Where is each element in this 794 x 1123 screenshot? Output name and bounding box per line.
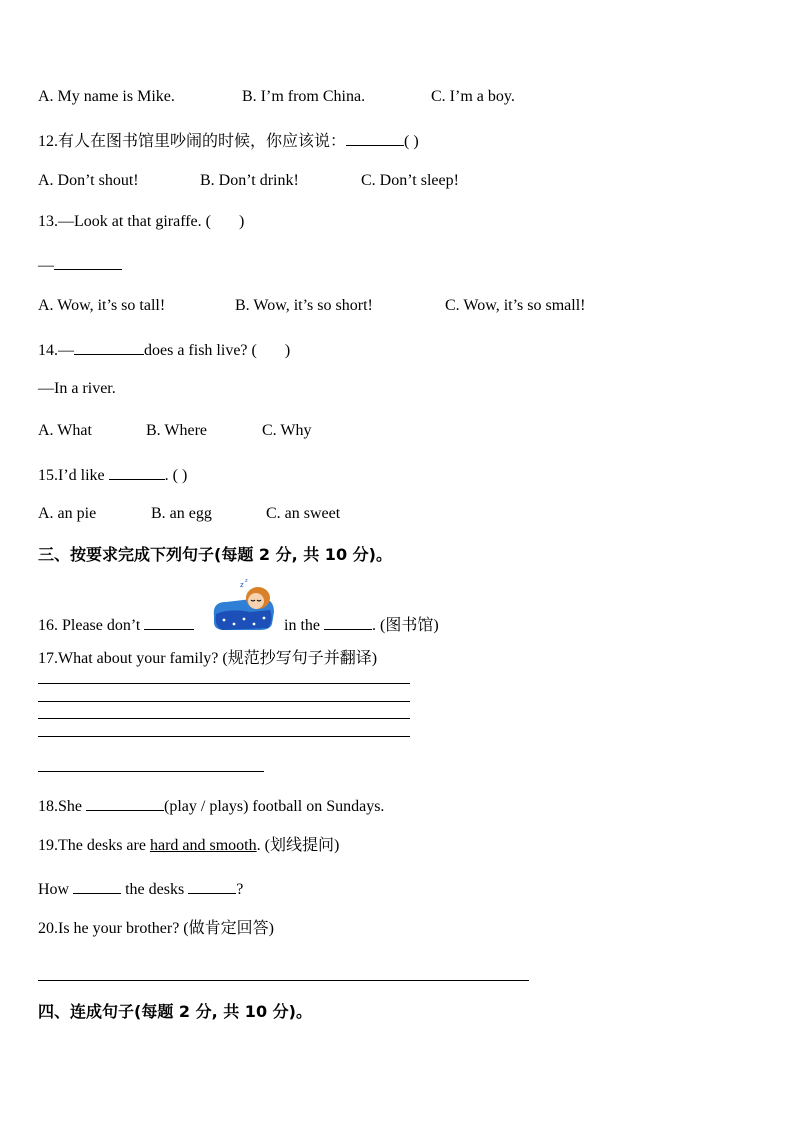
q14-prefix: 14.— xyxy=(38,342,74,359)
svg-text:z: z xyxy=(240,581,244,589)
face-shape xyxy=(248,593,264,609)
q17-writing-line-1[interactable] xyxy=(38,683,410,684)
q13-answer-blank[interactable] xyxy=(54,253,122,270)
q13-option-a: A. Wow, it’s so tall! xyxy=(38,297,166,314)
q14-close: ) xyxy=(284,342,291,359)
q14-suffix: does a fish live? ( xyxy=(144,342,257,359)
q13-option-c: C. Wow, it’s so small! xyxy=(445,297,586,314)
question-12 xyxy=(38,129,419,152)
q12-text: 12.有人在图书馆里吵闹的时候，你应该说： xyxy=(38,133,347,150)
q15-blank[interactable] xyxy=(109,463,165,480)
q17-writing-line-3[interactable] xyxy=(38,718,410,719)
q11-option-c: C. I’m a boy. xyxy=(431,88,515,105)
question-14 xyxy=(38,338,290,361)
q12-option-a: A. Don’t shout! xyxy=(38,172,139,189)
q13-answer-line xyxy=(38,253,122,276)
q12-paren: ( ) xyxy=(404,133,419,150)
q12-blank[interactable] xyxy=(346,129,404,146)
q19-blank-2[interactable] xyxy=(188,877,236,894)
q19-suffix: . (划线提问) xyxy=(256,837,340,854)
q11-option-b: B. I’m from China. xyxy=(242,88,366,105)
q16-prefix: 16. Please don’t xyxy=(38,617,141,634)
q13-close: ) xyxy=(238,213,245,230)
question-20: 20.Is he your brother? (做肯定回答) xyxy=(38,920,274,937)
q19-answer-middle: the desks xyxy=(125,881,185,898)
q19-underlined: hard and smooth xyxy=(149,837,257,854)
question-18 xyxy=(38,794,384,817)
q13-option-b: B. Wow, it’s so short! xyxy=(235,297,373,314)
question-17: 17.What about your family? (规范抄写句子并翻译) xyxy=(38,650,378,667)
q18-blank[interactable] xyxy=(86,794,164,811)
q15-option-b: B. an egg xyxy=(151,505,212,522)
q15-option-c: C. an sweet xyxy=(266,505,341,522)
q16-rest xyxy=(284,613,439,636)
question-16 xyxy=(38,613,194,636)
q12-option-c: C. Don’t sleep! xyxy=(361,172,459,189)
question-13 xyxy=(38,212,244,232)
q18-prefix: 18.She xyxy=(38,798,82,815)
q16-suffix: . (图书馆) xyxy=(372,617,439,634)
q14-option-a: A. What xyxy=(38,422,92,439)
q19-prefix: 19.The desks are xyxy=(38,837,146,854)
q16-blank-1[interactable] xyxy=(144,613,194,630)
q19-blank-1[interactable] xyxy=(73,877,121,894)
q19-answer-line xyxy=(38,877,243,900)
q15-suffix: . ( ) xyxy=(164,467,188,484)
q16-blank-2[interactable] xyxy=(324,613,372,630)
q18-suffix: (play / plays) football on Sundays. xyxy=(164,798,385,815)
q20-answer-line[interactable] xyxy=(38,980,529,981)
q11-option-a: A. My name is Mike. xyxy=(38,88,175,105)
section-4-heading: 四、连成句子(每题 2 分, 共 10 分)。 xyxy=(38,1002,312,1021)
q15-option-a: A. an pie xyxy=(38,505,97,522)
q15-prefix: 15.I’d like xyxy=(38,467,105,484)
q12-option-b: B. Don’t drink! xyxy=(200,172,299,189)
q19-answer-suffix: ? xyxy=(236,881,244,898)
q14-option-c: C. Why xyxy=(262,422,312,439)
sleeping-child-icon xyxy=(210,578,280,632)
question-15 xyxy=(38,463,187,486)
q16-middle: in the xyxy=(284,617,320,634)
q17-writing-line-2[interactable] xyxy=(38,701,410,702)
q13-answer-dash: — xyxy=(38,257,54,274)
section-3-heading: 三、按要求完成下列句子(每题 2 分, 共 10 分)。 xyxy=(38,545,392,564)
svg-text:z: z xyxy=(245,578,248,584)
question-19 xyxy=(38,836,339,856)
q17-writing-line-4[interactable] xyxy=(38,736,410,737)
q14-blank[interactable] xyxy=(74,338,144,355)
q19-answer-prefix: How xyxy=(38,881,70,898)
q14-option-b: B. Where xyxy=(146,422,208,439)
q14-answer: —In a river. xyxy=(38,380,116,397)
q17-translation-line[interactable] xyxy=(38,771,264,772)
q13-text: 13.—Look at that giraffe. ( xyxy=(38,213,211,230)
